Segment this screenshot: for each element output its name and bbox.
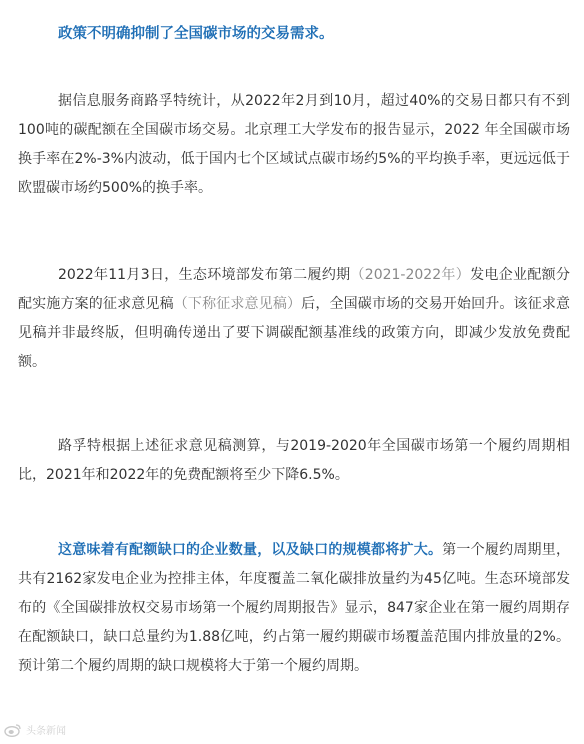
watermark-text: 头条新闻 <box>26 726 66 737</box>
paragraph-draft-policy-text-1: 2022年11月3日，生态环境部发布第二履约期 <box>58 267 351 283</box>
section-heading: 政策不明确抑制了全国碳市场的交易需求。 <box>58 26 334 42</box>
weibo-logo-icon <box>4 723 22 737</box>
paragraph-draft-policy-text-2: 发电企业配额分配实施方案的征求意见稿 <box>18 267 571 312</box>
abbreviation-note: （下称征求意见稿） <box>173 296 302 312</box>
paragraph-draft-policy <box>18 261 570 377</box>
paragraph-statistics: 据信息服务商路孚特统计，从2022年2月到10月，超过40%的交易日都只有不到100吨的碳配额在全国碳市场交易。北京理工大学发布的报告显示，2022 年全国碳市场换手率在2%-3%内波动，低于国内七个区域试点碳市场约5%的平均换手率，更远远低于欧盟碳市场约500%的换手率。 <box>18 93 570 196</box>
watermark <box>4 722 66 737</box>
quota-gap-lead: 这意味着有配额缺口的企业数量，以及缺口的规模都将扩大。 <box>58 542 443 558</box>
quota-gap-body: 第一个履约周期里，共有2162家发电企业为控排主体，年度覆盖二氧化碳排放量约为45亿吨。生态环境部发布的《全国碳排放权交易市场第一个履约周期报告》显示，847家企业在第一履约周期存在配额缺口，缺口总量约为1.88亿吨，约占第一履约期碳市场覆盖范围内排放量的2%。预计第二个履约周期的缺口规模将大于第一个履约周期。 <box>18 542 571 674</box>
paragraph-draft-policy-text-3: 后，全国碳市场的交易开始回升。该征求意见稿并非最终版，但明确传递出了要下调碳配额基准线的政策方向，即减少发放免费配额。 <box>18 296 571 370</box>
paragraph-quota-gap <box>18 536 570 681</box>
period-note: （2021-2022年） <box>350 267 471 283</box>
paragraph-estimate: 路孚特根据上述征求意见稿测算，与2019-2020年全国碳市场第一个履约周期相比，2021年和2022年的免费配额将至少下降6.5%。 <box>18 438 570 483</box>
